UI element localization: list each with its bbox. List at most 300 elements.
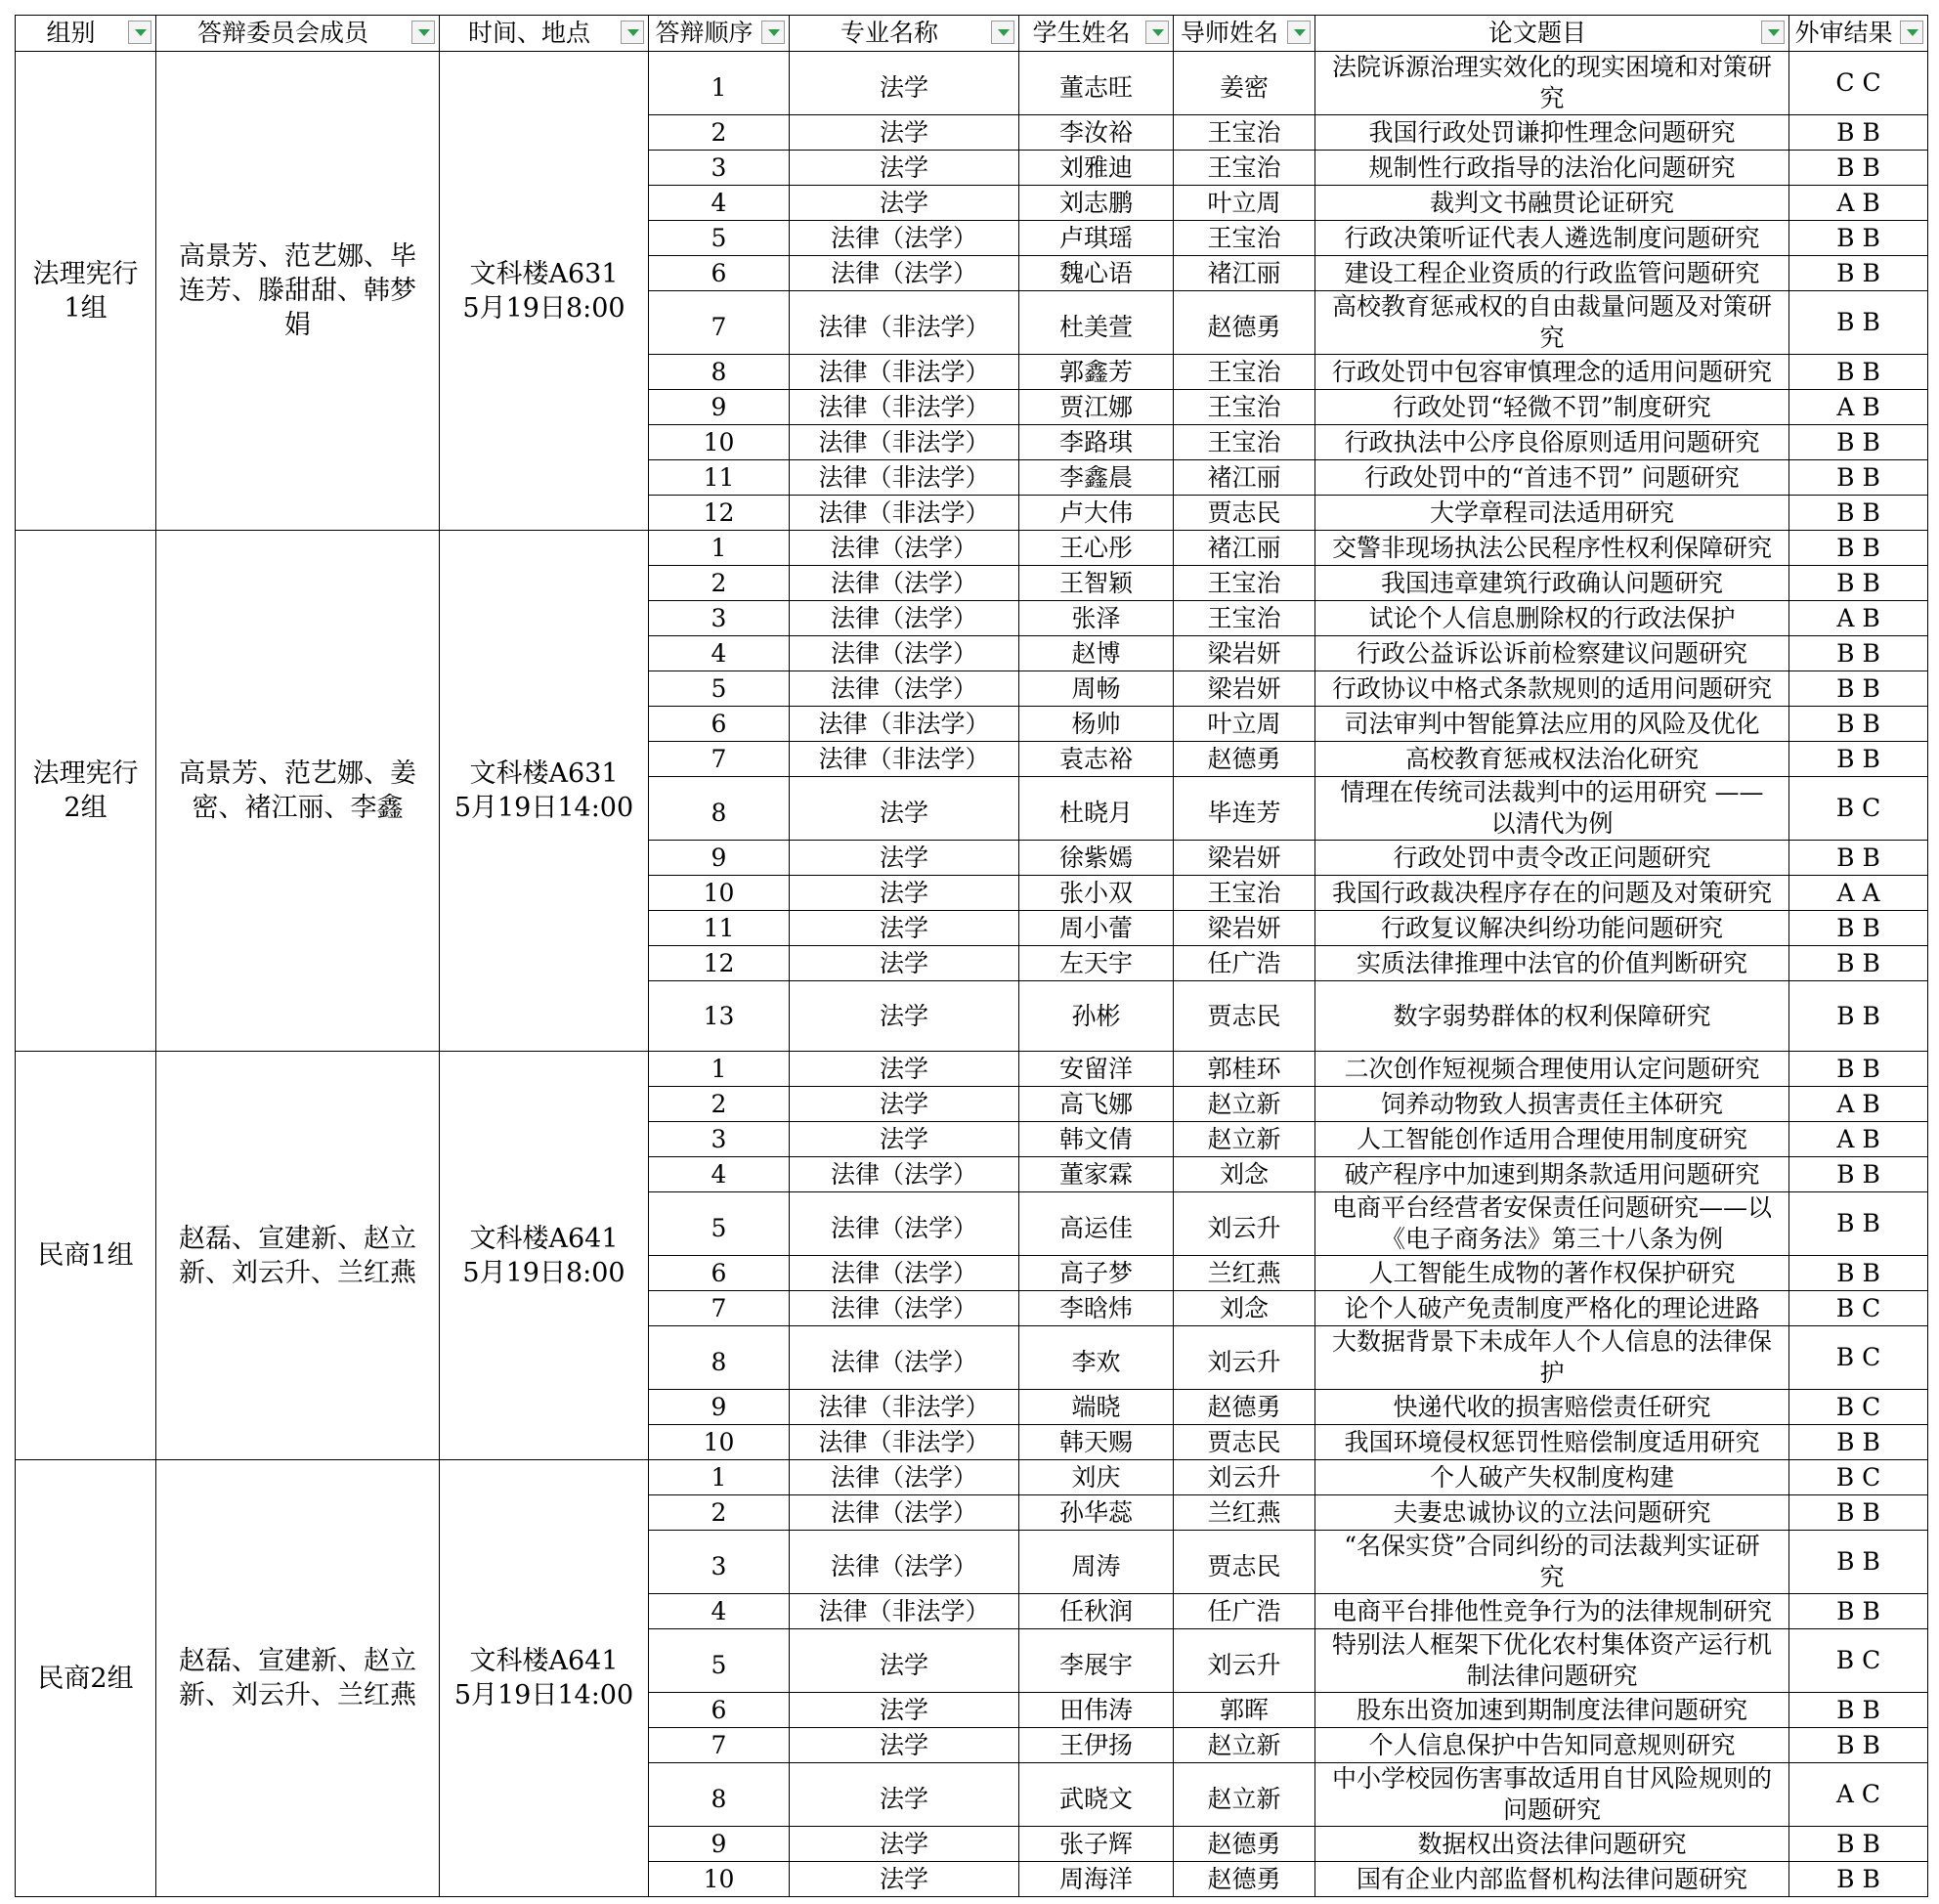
- thesis-title-cell[interactable]: [1315, 256, 1789, 291]
- review-result-cell[interactable]: B B: [1789, 531, 1928, 566]
- order-cell[interactable]: 2: [649, 115, 790, 151]
- order-cell[interactable]: 8: [649, 1763, 790, 1827]
- thesis-title-cell[interactable]: [1315, 981, 1789, 1052]
- advisor-name-cell[interactable]: 梁岩妍: [1174, 841, 1315, 876]
- order-cell[interactable]: 12: [649, 946, 790, 981]
- major-cell[interactable]: 法学: [790, 946, 1019, 981]
- thesis-title-cell[interactable]: [1315, 425, 1789, 460]
- major-cell[interactable]: 法律（法学）: [790, 531, 1019, 566]
- thesis-title-cell[interactable]: [1315, 1425, 1789, 1460]
- major-cell[interactable]: 法律（非法学）: [790, 707, 1019, 742]
- filter-dropdown-icon[interactable]: [761, 21, 785, 44]
- student-name-cell[interactable]: 任秋润: [1019, 1594, 1174, 1629]
- student-name-cell[interactable]: 李路琪: [1019, 425, 1174, 460]
- advisor-name-cell[interactable]: 郭桂环: [1174, 1052, 1315, 1087]
- order-cell[interactable]: 6: [649, 256, 790, 291]
- advisor-name-cell[interactable]: 任广浩: [1174, 946, 1315, 981]
- student-name-cell[interactable]: 周畅: [1019, 671, 1174, 707]
- student-name-cell[interactable]: 高子梦: [1019, 1256, 1174, 1291]
- thesis-title-cell[interactable]: [1315, 151, 1789, 186]
- order-cell[interactable]: 8: [649, 1326, 790, 1390]
- student-name-cell[interactable]: 张子辉: [1019, 1827, 1174, 1862]
- advisor-name-cell[interactable]: 刘云升: [1174, 1629, 1315, 1693]
- order-cell[interactable]: 11: [649, 911, 790, 946]
- review-result-cell[interactable]: B C: [1789, 1291, 1928, 1326]
- order-cell[interactable]: 1: [649, 1460, 790, 1495]
- major-cell[interactable]: 法律（非法学）: [790, 460, 1019, 496]
- student-name-cell[interactable]: 王智颖: [1019, 566, 1174, 601]
- order-cell[interactable]: 8: [649, 777, 790, 841]
- student-name-cell[interactable]: 杜美萱: [1019, 291, 1174, 355]
- review-result-cell[interactable]: B B: [1789, 1827, 1928, 1862]
- major-cell[interactable]: 法律（非法学）: [790, 390, 1019, 425]
- major-cell[interactable]: 法律（法学）: [790, 636, 1019, 671]
- advisor-name-cell[interactable]: 赵立新: [1174, 1122, 1315, 1157]
- student-name-cell[interactable]: 孙华蕊: [1019, 1495, 1174, 1531]
- review-result-cell[interactable]: B B: [1789, 1052, 1928, 1087]
- order-cell[interactable]: 3: [649, 151, 790, 186]
- time-place-cell[interactable]: [440, 531, 649, 1052]
- student-name-cell[interactable]: 徐紫嫣: [1019, 841, 1174, 876]
- major-cell[interactable]: 法学: [790, 1629, 1019, 1693]
- major-cell[interactable]: 法律（法学）: [790, 601, 1019, 636]
- filter-dropdown-icon[interactable]: [621, 21, 644, 44]
- thesis-title-cell[interactable]: [1315, 1763, 1789, 1827]
- review-result-cell[interactable]: B B: [1789, 742, 1928, 777]
- student-name-cell[interactable]: 杜晓月: [1019, 777, 1174, 841]
- student-name-cell[interactable]: 刘雅迪: [1019, 151, 1174, 186]
- major-cell[interactable]: 法学: [790, 841, 1019, 876]
- thesis-title-cell[interactable]: [1315, 1087, 1789, 1122]
- major-cell[interactable]: 法律（法学）: [790, 1326, 1019, 1390]
- thesis-title-cell[interactable]: [1315, 1728, 1789, 1763]
- review-result-cell[interactable]: B B: [1789, 1862, 1928, 1897]
- thesis-title-cell[interactable]: [1315, 531, 1789, 566]
- advisor-name-cell[interactable]: 贾志民: [1174, 1531, 1315, 1594]
- order-cell[interactable]: 13: [649, 981, 790, 1052]
- thesis-title-cell[interactable]: [1315, 1291, 1789, 1326]
- student-name-cell[interactable]: 董志旺: [1019, 52, 1174, 115]
- review-result-cell[interactable]: B B: [1789, 151, 1928, 186]
- advisor-name-cell[interactable]: 兰红燕: [1174, 1256, 1315, 1291]
- advisor-name-cell[interactable]: 王宝治: [1174, 151, 1315, 186]
- filter-dropdown-icon[interactable]: [1900, 21, 1923, 44]
- student-name-cell[interactable]: 李展宇: [1019, 1629, 1174, 1693]
- student-name-cell[interactable]: 李晗炜: [1019, 1291, 1174, 1326]
- thesis-title-cell[interactable]: [1315, 636, 1789, 671]
- student-name-cell[interactable]: 卢大伟: [1019, 496, 1174, 531]
- review-result-cell[interactable]: B B: [1789, 460, 1928, 496]
- advisor-name-cell[interactable]: 褚江丽: [1174, 256, 1315, 291]
- advisor-name-cell[interactable]: 梁岩妍: [1174, 636, 1315, 671]
- thesis-title-cell[interactable]: [1315, 221, 1789, 256]
- column-header-major[interactable]: [790, 16, 1019, 52]
- review-result-cell[interactable]: B B: [1789, 425, 1928, 460]
- major-cell[interactable]: 法学: [790, 911, 1019, 946]
- major-cell[interactable]: 法学: [790, 1087, 1019, 1122]
- student-name-cell[interactable]: 王伊扬: [1019, 1728, 1174, 1763]
- thesis-title-cell[interactable]: [1315, 1157, 1789, 1192]
- order-cell[interactable]: 5: [649, 221, 790, 256]
- thesis-title-cell[interactable]: [1315, 1531, 1789, 1594]
- advisor-name-cell[interactable]: 任广浩: [1174, 1594, 1315, 1629]
- major-cell[interactable]: 法律（法学）: [790, 256, 1019, 291]
- review-result-cell[interactable]: A C: [1789, 1763, 1928, 1827]
- committee-members-cell[interactable]: [156, 531, 440, 1052]
- thesis-title-cell[interactable]: [1315, 1629, 1789, 1693]
- order-cell[interactable]: 9: [649, 1390, 790, 1425]
- major-cell[interactable]: 法律（法学）: [790, 1460, 1019, 1495]
- committee-members-cell[interactable]: [156, 1052, 440, 1460]
- thesis-title-cell[interactable]: [1315, 496, 1789, 531]
- advisor-name-cell[interactable]: 郭晖: [1174, 1693, 1315, 1728]
- review-result-cell[interactable]: B B: [1789, 671, 1928, 707]
- thesis-title-cell[interactable]: [1315, 1390, 1789, 1425]
- review-result-cell[interactable]: B B: [1789, 1157, 1928, 1192]
- student-name-cell[interactable]: 高飞娜: [1019, 1087, 1174, 1122]
- thesis-title-cell[interactable]: [1315, 876, 1789, 911]
- order-cell[interactable]: 7: [649, 742, 790, 777]
- committee-members-cell[interactable]: [156, 1460, 440, 1897]
- order-cell[interactable]: 6: [649, 1693, 790, 1728]
- order-cell[interactable]: 5: [649, 671, 790, 707]
- advisor-name-cell[interactable]: 刘云升: [1174, 1460, 1315, 1495]
- advisor-name-cell[interactable]: 王宝治: [1174, 425, 1315, 460]
- order-cell[interactable]: 1: [649, 531, 790, 566]
- review-result-cell[interactable]: B B: [1789, 946, 1928, 981]
- thesis-title-cell[interactable]: [1315, 460, 1789, 496]
- order-cell[interactable]: 2: [649, 566, 790, 601]
- advisor-name-cell[interactable]: 褚江丽: [1174, 460, 1315, 496]
- review-result-cell[interactable]: B B: [1789, 256, 1928, 291]
- student-name-cell[interactable]: 李鑫晨: [1019, 460, 1174, 496]
- order-cell[interactable]: 3: [649, 1531, 790, 1594]
- student-name-cell[interactable]: 袁志裕: [1019, 742, 1174, 777]
- student-name-cell[interactable]: 刘庆: [1019, 1460, 1174, 1495]
- order-cell[interactable]: 2: [649, 1495, 790, 1531]
- student-name-cell[interactable]: 孙彬: [1019, 981, 1174, 1052]
- advisor-name-cell[interactable]: 王宝治: [1174, 566, 1315, 601]
- advisor-name-cell[interactable]: 赵德勇: [1174, 1827, 1315, 1862]
- advisor-name-cell[interactable]: 叶立周: [1174, 186, 1315, 221]
- order-cell[interactable]: 5: [649, 1192, 790, 1256]
- review-result-cell[interactable]: B B: [1789, 115, 1928, 151]
- major-cell[interactable]: 法学: [790, 1728, 1019, 1763]
- order-cell[interactable]: 2: [649, 1087, 790, 1122]
- filter-dropdown-icon[interactable]: [411, 21, 435, 44]
- review-result-cell[interactable]: B B: [1789, 1192, 1928, 1256]
- order-cell[interactable]: 6: [649, 1256, 790, 1291]
- advisor-name-cell[interactable]: 赵立新: [1174, 1728, 1315, 1763]
- thesis-title-cell[interactable]: [1315, 1256, 1789, 1291]
- thesis-title-cell[interactable]: [1315, 1594, 1789, 1629]
- column-header-order[interactable]: [649, 16, 790, 52]
- review-result-cell[interactable]: B B: [1789, 1256, 1928, 1291]
- major-cell[interactable]: 法学: [790, 52, 1019, 115]
- thesis-title-cell[interactable]: [1315, 601, 1789, 636]
- thesis-title-cell[interactable]: [1315, 841, 1789, 876]
- group-name-cell[interactable]: [16, 1052, 156, 1460]
- student-name-cell[interactable]: 赵博: [1019, 636, 1174, 671]
- thesis-title-cell[interactable]: [1315, 115, 1789, 151]
- thesis-title-cell[interactable]: [1315, 1460, 1789, 1495]
- review-result-cell[interactable]: B C: [1789, 1629, 1928, 1693]
- thesis-title-cell[interactable]: [1315, 777, 1789, 841]
- order-cell[interactable]: 9: [649, 1827, 790, 1862]
- order-cell[interactable]: 7: [649, 291, 790, 355]
- advisor-name-cell[interactable]: 王宝治: [1174, 390, 1315, 425]
- order-cell[interactable]: 12: [649, 496, 790, 531]
- advisor-name-cell[interactable]: 王宝治: [1174, 876, 1315, 911]
- order-cell[interactable]: 3: [649, 601, 790, 636]
- filter-dropdown-icon[interactable]: [128, 21, 151, 44]
- student-name-cell[interactable]: 周小蕾: [1019, 911, 1174, 946]
- thesis-title-cell[interactable]: [1315, 707, 1789, 742]
- advisor-name-cell[interactable]: 贾志民: [1174, 981, 1315, 1052]
- advisor-name-cell[interactable]: 赵德勇: [1174, 1390, 1315, 1425]
- review-result-cell[interactable]: A B: [1789, 390, 1928, 425]
- student-name-cell[interactable]: 刘志鹏: [1019, 186, 1174, 221]
- student-name-cell[interactable]: 卢琪瑶: [1019, 221, 1174, 256]
- student-name-cell[interactable]: 张小双: [1019, 876, 1174, 911]
- thesis-title-cell[interactable]: [1315, 186, 1789, 221]
- major-cell[interactable]: 法学: [790, 1862, 1019, 1897]
- filter-dropdown-icon[interactable]: [1761, 21, 1785, 44]
- column-header-review-result[interactable]: [1789, 16, 1928, 52]
- thesis-title-cell[interactable]: [1315, 671, 1789, 707]
- order-cell[interactable]: 10: [649, 1425, 790, 1460]
- column-header-advisor[interactable]: [1174, 16, 1315, 52]
- advisor-name-cell[interactable]: 赵立新: [1174, 1763, 1315, 1827]
- major-cell[interactable]: 法律（非法学）: [790, 425, 1019, 460]
- order-cell[interactable]: 1: [649, 1052, 790, 1087]
- major-cell[interactable]: 法学: [790, 876, 1019, 911]
- order-cell[interactable]: 7: [649, 1728, 790, 1763]
- review-result-cell[interactable]: B B: [1789, 566, 1928, 601]
- review-result-cell[interactable]: B B: [1789, 707, 1928, 742]
- review-result-cell[interactable]: B B: [1789, 1594, 1928, 1629]
- thesis-title-cell[interactable]: [1315, 1122, 1789, 1157]
- student-name-cell[interactable]: 张泽: [1019, 601, 1174, 636]
- student-name-cell[interactable]: 田伟涛: [1019, 1693, 1174, 1728]
- advisor-name-cell[interactable]: 刘云升: [1174, 1326, 1315, 1390]
- review-result-cell[interactable]: B C: [1789, 1390, 1928, 1425]
- order-cell[interactable]: 3: [649, 1122, 790, 1157]
- filter-dropdown-icon[interactable]: [1287, 21, 1311, 44]
- advisor-name-cell[interactable]: 姜密: [1174, 52, 1315, 115]
- thesis-title-cell[interactable]: [1315, 1192, 1789, 1256]
- major-cell[interactable]: 法律（法学）: [790, 1531, 1019, 1594]
- student-name-cell[interactable]: 韩天赐: [1019, 1425, 1174, 1460]
- order-cell[interactable]: 9: [649, 390, 790, 425]
- major-cell[interactable]: 法学: [790, 1122, 1019, 1157]
- thesis-title-cell[interactable]: [1315, 1052, 1789, 1087]
- review-result-cell[interactable]: A B: [1789, 186, 1928, 221]
- filter-dropdown-icon[interactable]: [991, 21, 1014, 44]
- order-cell[interactable]: 11: [649, 460, 790, 496]
- order-cell[interactable]: 4: [649, 186, 790, 221]
- group-name-cell[interactable]: [16, 52, 156, 531]
- student-name-cell[interactable]: 周海洋: [1019, 1862, 1174, 1897]
- advisor-name-cell[interactable]: 刘云升: [1174, 1192, 1315, 1256]
- review-result-cell[interactable]: B B: [1789, 636, 1928, 671]
- major-cell[interactable]: 法律（非法学）: [790, 291, 1019, 355]
- major-cell[interactable]: 法学: [790, 186, 1019, 221]
- review-result-cell[interactable]: B B: [1789, 1531, 1928, 1594]
- order-cell[interactable]: 9: [649, 841, 790, 876]
- order-cell[interactable]: 10: [649, 425, 790, 460]
- review-result-cell[interactable]: C C: [1789, 52, 1928, 115]
- thesis-title-cell[interactable]: [1315, 1693, 1789, 1728]
- thesis-title-cell[interactable]: [1315, 911, 1789, 946]
- review-result-cell[interactable]: B B: [1789, 1728, 1928, 1763]
- student-name-cell[interactable]: 杨帅: [1019, 707, 1174, 742]
- major-cell[interactable]: 法律（非法学）: [790, 355, 1019, 390]
- major-cell[interactable]: 法律（法学）: [790, 1256, 1019, 1291]
- major-cell[interactable]: 法学: [790, 1827, 1019, 1862]
- major-cell[interactable]: 法学: [790, 1693, 1019, 1728]
- order-cell[interactable]: 10: [649, 876, 790, 911]
- advisor-name-cell[interactable]: 梁岩妍: [1174, 671, 1315, 707]
- major-cell[interactable]: 法学: [790, 777, 1019, 841]
- major-cell[interactable]: 法律（法学）: [790, 1291, 1019, 1326]
- major-cell[interactable]: 法律（法学）: [790, 1192, 1019, 1256]
- advisor-name-cell[interactable]: 叶立周: [1174, 707, 1315, 742]
- advisor-name-cell[interactable]: 赵德勇: [1174, 291, 1315, 355]
- major-cell[interactable]: 法学: [790, 981, 1019, 1052]
- advisor-name-cell[interactable]: 褚江丽: [1174, 531, 1315, 566]
- review-result-cell[interactable]: B B: [1789, 291, 1928, 355]
- major-cell[interactable]: 法学: [790, 151, 1019, 186]
- review-result-cell[interactable]: B B: [1789, 496, 1928, 531]
- column-header-group[interactable]: [16, 16, 156, 52]
- order-cell[interactable]: 8: [649, 355, 790, 390]
- student-name-cell[interactable]: 郭鑫芳: [1019, 355, 1174, 390]
- advisor-name-cell[interactable]: 赵立新: [1174, 1087, 1315, 1122]
- thesis-title-cell[interactable]: [1315, 1827, 1789, 1862]
- order-cell[interactable]: 4: [649, 1157, 790, 1192]
- advisor-name-cell[interactable]: 兰红燕: [1174, 1495, 1315, 1531]
- advisor-name-cell[interactable]: 毕连芳: [1174, 777, 1315, 841]
- order-cell[interactable]: 1: [649, 52, 790, 115]
- student-name-cell[interactable]: 王心彤: [1019, 531, 1174, 566]
- advisor-name-cell[interactable]: 王宝治: [1174, 601, 1315, 636]
- review-result-cell[interactable]: A B: [1789, 601, 1928, 636]
- major-cell[interactable]: 法律（法学）: [790, 1157, 1019, 1192]
- thesis-title-cell[interactable]: [1315, 390, 1789, 425]
- column-header-time-place[interactable]: [440, 16, 649, 52]
- column-header-student[interactable]: [1019, 16, 1174, 52]
- review-result-cell[interactable]: A B: [1789, 1087, 1928, 1122]
- order-cell[interactable]: 4: [649, 1594, 790, 1629]
- review-result-cell[interactable]: B B: [1789, 911, 1928, 946]
- review-result-cell[interactable]: B B: [1789, 1425, 1928, 1460]
- order-cell[interactable]: 5: [649, 1629, 790, 1693]
- major-cell[interactable]: 法学: [790, 1763, 1019, 1827]
- review-result-cell[interactable]: B C: [1789, 1460, 1928, 1495]
- thesis-title-cell[interactable]: [1315, 946, 1789, 981]
- student-name-cell[interactable]: 李汝裕: [1019, 115, 1174, 151]
- filter-dropdown-icon[interactable]: [1145, 21, 1169, 44]
- major-cell[interactable]: 法律（法学）: [790, 566, 1019, 601]
- order-cell[interactable]: 4: [649, 636, 790, 671]
- review-result-cell[interactable]: B B: [1789, 1495, 1928, 1531]
- student-name-cell[interactable]: 高运佳: [1019, 1192, 1174, 1256]
- review-result-cell[interactable]: B B: [1789, 841, 1928, 876]
- advisor-name-cell[interactable]: 王宝治: [1174, 115, 1315, 151]
- thesis-title-cell[interactable]: [1315, 1326, 1789, 1390]
- advisor-name-cell[interactable]: 刘念: [1174, 1157, 1315, 1192]
- student-name-cell[interactable]: 安留洋: [1019, 1052, 1174, 1087]
- student-name-cell[interactable]: 端晓: [1019, 1390, 1174, 1425]
- major-cell[interactable]: 法律（非法学）: [790, 742, 1019, 777]
- major-cell[interactable]: 法律（非法学）: [790, 496, 1019, 531]
- major-cell[interactable]: 法学: [790, 115, 1019, 151]
- time-place-cell[interactable]: [440, 1460, 649, 1897]
- advisor-name-cell[interactable]: 刘念: [1174, 1291, 1315, 1326]
- student-name-cell[interactable]: 魏心语: [1019, 256, 1174, 291]
- thesis-title-cell[interactable]: [1315, 52, 1789, 115]
- thesis-title-cell[interactable]: [1315, 742, 1789, 777]
- major-cell[interactable]: 法律（非法学）: [790, 1425, 1019, 1460]
- major-cell[interactable]: 法律（非法学）: [790, 1594, 1019, 1629]
- thesis-title-cell[interactable]: [1315, 1495, 1789, 1531]
- group-name-cell[interactable]: [16, 531, 156, 1052]
- order-cell[interactable]: 7: [649, 1291, 790, 1326]
- student-name-cell[interactable]: 李欢: [1019, 1326, 1174, 1390]
- review-result-cell[interactable]: A B: [1789, 1122, 1928, 1157]
- major-cell[interactable]: 法学: [790, 1052, 1019, 1087]
- review-result-cell[interactable]: B C: [1789, 1326, 1928, 1390]
- review-result-cell[interactable]: A A: [1789, 876, 1928, 911]
- student-name-cell[interactable]: 董家霖: [1019, 1157, 1174, 1192]
- review-result-cell[interactable]: B B: [1789, 221, 1928, 256]
- column-header-thesis-title[interactable]: [1315, 16, 1789, 52]
- advisor-name-cell[interactable]: 贾志民: [1174, 496, 1315, 531]
- order-cell[interactable]: 10: [649, 1862, 790, 1897]
- student-name-cell[interactable]: 周涛: [1019, 1531, 1174, 1594]
- thesis-title-cell[interactable]: [1315, 566, 1789, 601]
- advisor-name-cell[interactable]: 王宝治: [1174, 221, 1315, 256]
- major-cell[interactable]: 法律（法学）: [790, 671, 1019, 707]
- time-place-cell[interactable]: [440, 52, 649, 531]
- advisor-name-cell[interactable]: 贾志民: [1174, 1425, 1315, 1460]
- advisor-name-cell[interactable]: 王宝治: [1174, 355, 1315, 390]
- student-name-cell[interactable]: 贾江娜: [1019, 390, 1174, 425]
- advisor-name-cell[interactable]: 赵德勇: [1174, 1862, 1315, 1897]
- major-cell[interactable]: 法律（法学）: [790, 1495, 1019, 1531]
- review-result-cell[interactable]: B C: [1789, 777, 1928, 841]
- thesis-title-cell[interactable]: [1315, 355, 1789, 390]
- major-cell[interactable]: 法律（法学）: [790, 221, 1019, 256]
- advisor-name-cell[interactable]: 赵德勇: [1174, 742, 1315, 777]
- review-result-cell[interactable]: B B: [1789, 1693, 1928, 1728]
- student-name-cell[interactable]: 左天宇: [1019, 946, 1174, 981]
- student-name-cell[interactable]: 韩文倩: [1019, 1122, 1174, 1157]
- major-cell[interactable]: 法律（非法学）: [790, 1390, 1019, 1425]
- order-cell[interactable]: 6: [649, 707, 790, 742]
- thesis-title-cell[interactable]: [1315, 1862, 1789, 1897]
- column-header-committee[interactable]: [156, 16, 440, 52]
- advisor-name-cell[interactable]: 梁岩妍: [1174, 911, 1315, 946]
- committee-members-cell[interactable]: [156, 52, 440, 531]
- group-name-cell[interactable]: [16, 1460, 156, 1897]
- review-result-cell[interactable]: B B: [1789, 355, 1928, 390]
- thesis-title-cell[interactable]: [1315, 291, 1789, 355]
- time-place-cell[interactable]: [440, 1052, 649, 1460]
- student-name-cell[interactable]: 武晓文: [1019, 1763, 1174, 1827]
- review-result-cell[interactable]: B B: [1789, 981, 1928, 1052]
